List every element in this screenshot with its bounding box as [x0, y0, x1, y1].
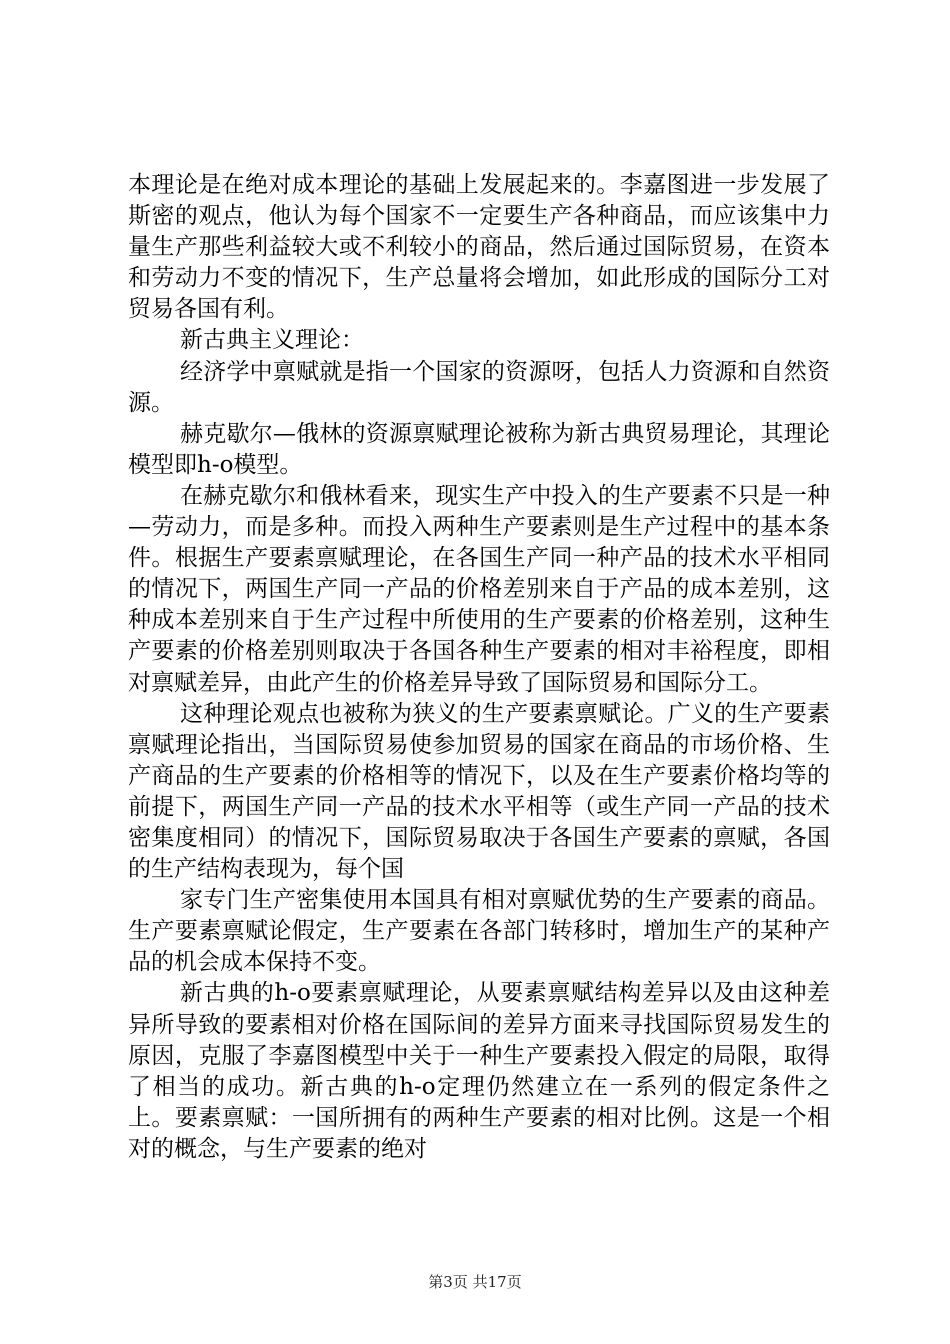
page-number-label: 第3页 共17页	[428, 1273, 522, 1291]
body-text	[128, 170, 830, 1165]
paragraph-6: 这种理论观点也被称为狭义的生产要素禀赋论。广义的生产要素禀赋理论指出，当国际贸易使参加贸易的国家在商品的市场价格、生产商品的生产要素的价格相等的情况下，以及在生产要素价格均等的前提下，两国生产同一产品的技术水平相等（或生产同一产品的技术密集度相同）的情况下，国际贸易取决于各国生产要素的禀赋，各国的生产结构表现为，每个国	[128, 700, 830, 883]
paragraph-2: 新古典主义理论：	[180, 327, 364, 354]
paragraph-1: 本理论是在绝对成本理论的基础上发展起来的。李嘉图进一步发展了斯密的观点，他认为每个国家不一定要生产各种商品，而应该集中力量生产那些利益较大或不利较小的商品，然后通过国际贸易，在资本和劳动力不变的情况下，生产总量将会增加，如此形成的国际分工对贸易各国有利。	[128, 172, 830, 323]
paragraph-8: 新古典的h-o要素禀赋理论，从要素禀赋结构差异以及由这种差异所导致的要素相对价格在国际间的差异方面来寻找国际贸易发生的原因，克服了李嘉图模型中关于一种生产要素投入假定的局限，取得了相当的成功。新古典的h-o定理仍然建立在一系列的假定条件之上。要素禀赋：一国所拥有的两种生产要素的相对比例。这是一个相对的概念，与生产要素的绝对	[128, 980, 830, 1162]
paragraph-7: 家专门生产密集使用本国具有相对禀赋优势的生产要素的商品。生产要素禀赋论假定，生产要素在各部门转移时，增加生产的某种产品的机会成本保持不变。	[128, 887, 830, 976]
paragraph-3: 经济学中禀赋就是指一个国家的资源呀，包括人力资源和自然资源。	[128, 358, 830, 416]
paragraph-5: 在赫克歇尔和俄林看来，现实生产中投入的生产要素不只是一种—劳动力，而是多种。而投入两种生产要素则是生产过程中的基本条件。根据生产要素禀赋理论，在各国生产同一种产品的技术水平相同的情况下，两国生产同一产品的价格差别来自于产品的成本差别，这种成本差别来自于生产过程中所使用的生产要素的价格差别，这种生产要素的价格差别则取决于各国各种生产要素的相对丰裕程度，即相对禀赋差异，由此产生的价格差异导致了国际贸易和国际分工。	[128, 482, 830, 696]
paragraph-4: 赫克歇尔—俄林的资源禀赋理论被称为新古典贸易理论，其理论模型即h-o模型。	[128, 420, 830, 478]
page-footer	[0, 1272, 950, 1292]
